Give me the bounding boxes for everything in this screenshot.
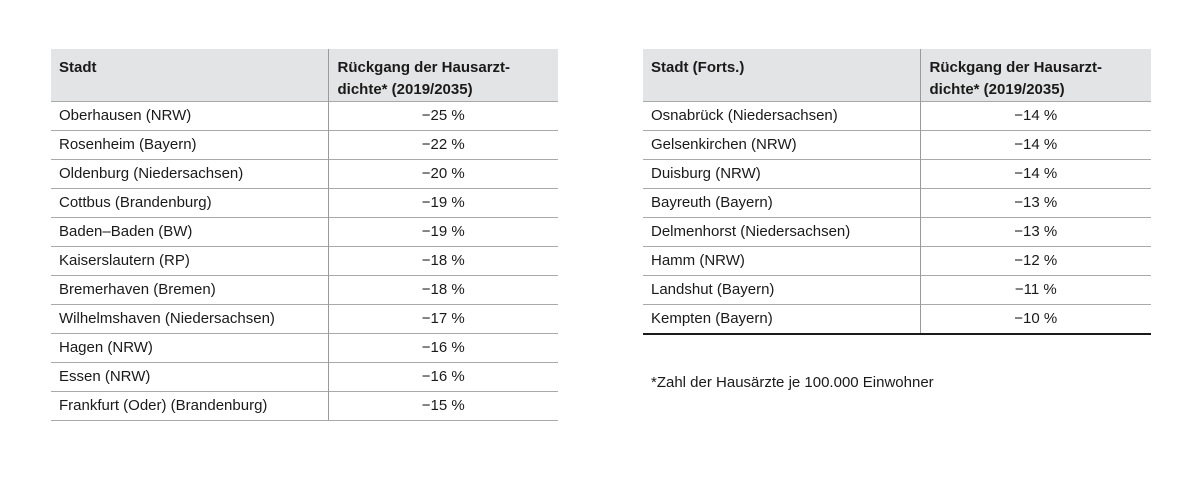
cell-city: Kempten (Bayern) bbox=[643, 305, 920, 335]
cell-city: Delmenhorst (Niedersachsen) bbox=[643, 218, 920, 247]
cell-decline: −18 % bbox=[328, 247, 558, 276]
cell-city: Rosenheim (Bayern) bbox=[51, 131, 328, 160]
cell-decline: −25 % bbox=[328, 102, 558, 131]
cell-city: Hagen (NRW) bbox=[51, 334, 328, 363]
table-row bbox=[51, 305, 558, 334]
table-row bbox=[643, 102, 1151, 131]
cell-city: Oldenburg (Niedersachsen) bbox=[51, 160, 328, 189]
city-decline-table-left bbox=[51, 49, 558, 421]
cell-city: Oberhausen (NRW) bbox=[51, 102, 328, 131]
cell-city: Hamm (NRW) bbox=[643, 247, 920, 276]
cell-decline: −14 % bbox=[920, 160, 1151, 189]
table-row bbox=[643, 276, 1151, 305]
table-row bbox=[51, 189, 558, 218]
cell-decline: −19 % bbox=[328, 189, 558, 218]
header-decline-line1: Rückgang der Hausarzt- bbox=[337, 59, 511, 76]
table-row bbox=[51, 276, 558, 305]
table-body bbox=[51, 102, 558, 421]
table-header-row bbox=[51, 49, 558, 102]
table-row bbox=[51, 131, 558, 160]
cell-decline: −14 % bbox=[920, 131, 1151, 160]
table-row bbox=[51, 102, 558, 131]
header-decline-line2: dichte* (2019/2035) bbox=[929, 81, 1065, 98]
table-row bbox=[51, 218, 558, 247]
city-decline-table-right bbox=[643, 49, 1151, 335]
table-row bbox=[643, 131, 1151, 160]
cell-decline: −17 % bbox=[328, 305, 558, 334]
header-decline-line2: dichte* (2019/2035) bbox=[337, 81, 473, 98]
table-row bbox=[643, 218, 1151, 247]
cell-decline: −16 % bbox=[328, 363, 558, 392]
cell-decline: −18 % bbox=[328, 276, 558, 305]
header-city: Stadt bbox=[51, 49, 328, 102]
cell-decline: −19 % bbox=[328, 218, 558, 247]
cell-decline: −10 % bbox=[920, 305, 1151, 335]
table-row bbox=[51, 334, 558, 363]
header-city: Stadt (Forts.) bbox=[643, 49, 920, 102]
table-row bbox=[51, 363, 558, 392]
table-row bbox=[51, 160, 558, 189]
table-body bbox=[643, 102, 1151, 335]
cell-decline: −16 % bbox=[328, 334, 558, 363]
cell-city: Frankfurt (Oder) (Brandenburg) bbox=[51, 392, 328, 421]
table-row bbox=[51, 247, 558, 276]
cell-decline: −14 % bbox=[920, 102, 1151, 131]
footnote: *Zahl der Hausärzte je 100.000 Einwohner bbox=[651, 374, 934, 391]
header-decline bbox=[920, 49, 1151, 102]
cell-city: Duisburg (NRW) bbox=[643, 160, 920, 189]
cell-decline: −13 % bbox=[920, 189, 1151, 218]
table-row bbox=[643, 247, 1151, 276]
cell-decline: −20 % bbox=[328, 160, 558, 189]
cell-city: Wilhelmshaven (Niedersachsen) bbox=[51, 305, 328, 334]
cell-city: Bremerhaven (Bremen) bbox=[51, 276, 328, 305]
cell-city: Baden–Baden (BW) bbox=[51, 218, 328, 247]
cell-decline: −13 % bbox=[920, 218, 1151, 247]
cell-decline: −22 % bbox=[328, 131, 558, 160]
cell-city: Essen (NRW) bbox=[51, 363, 328, 392]
table-header-row bbox=[643, 49, 1151, 102]
table-row bbox=[643, 189, 1151, 218]
table-row bbox=[643, 305, 1151, 335]
cell-city: Kaiserslautern (RP) bbox=[51, 247, 328, 276]
header-decline-line1: Rückgang der Hausarzt- bbox=[929, 59, 1103, 76]
table-row bbox=[643, 160, 1151, 189]
table-row bbox=[51, 392, 558, 421]
cell-decline: −11 % bbox=[920, 276, 1151, 305]
cell-decline: −15 % bbox=[328, 392, 558, 421]
cell-city: Gelsenkirchen (NRW) bbox=[643, 131, 920, 160]
cell-city: Cottbus (Brandenburg) bbox=[51, 189, 328, 218]
cell-decline: −12 % bbox=[920, 247, 1151, 276]
header-decline bbox=[328, 49, 558, 102]
cell-city: Bayreuth (Bayern) bbox=[643, 189, 920, 218]
cell-city: Landshut (Bayern) bbox=[643, 276, 920, 305]
cell-city: Osnabrück (Niedersachsen) bbox=[643, 102, 920, 131]
